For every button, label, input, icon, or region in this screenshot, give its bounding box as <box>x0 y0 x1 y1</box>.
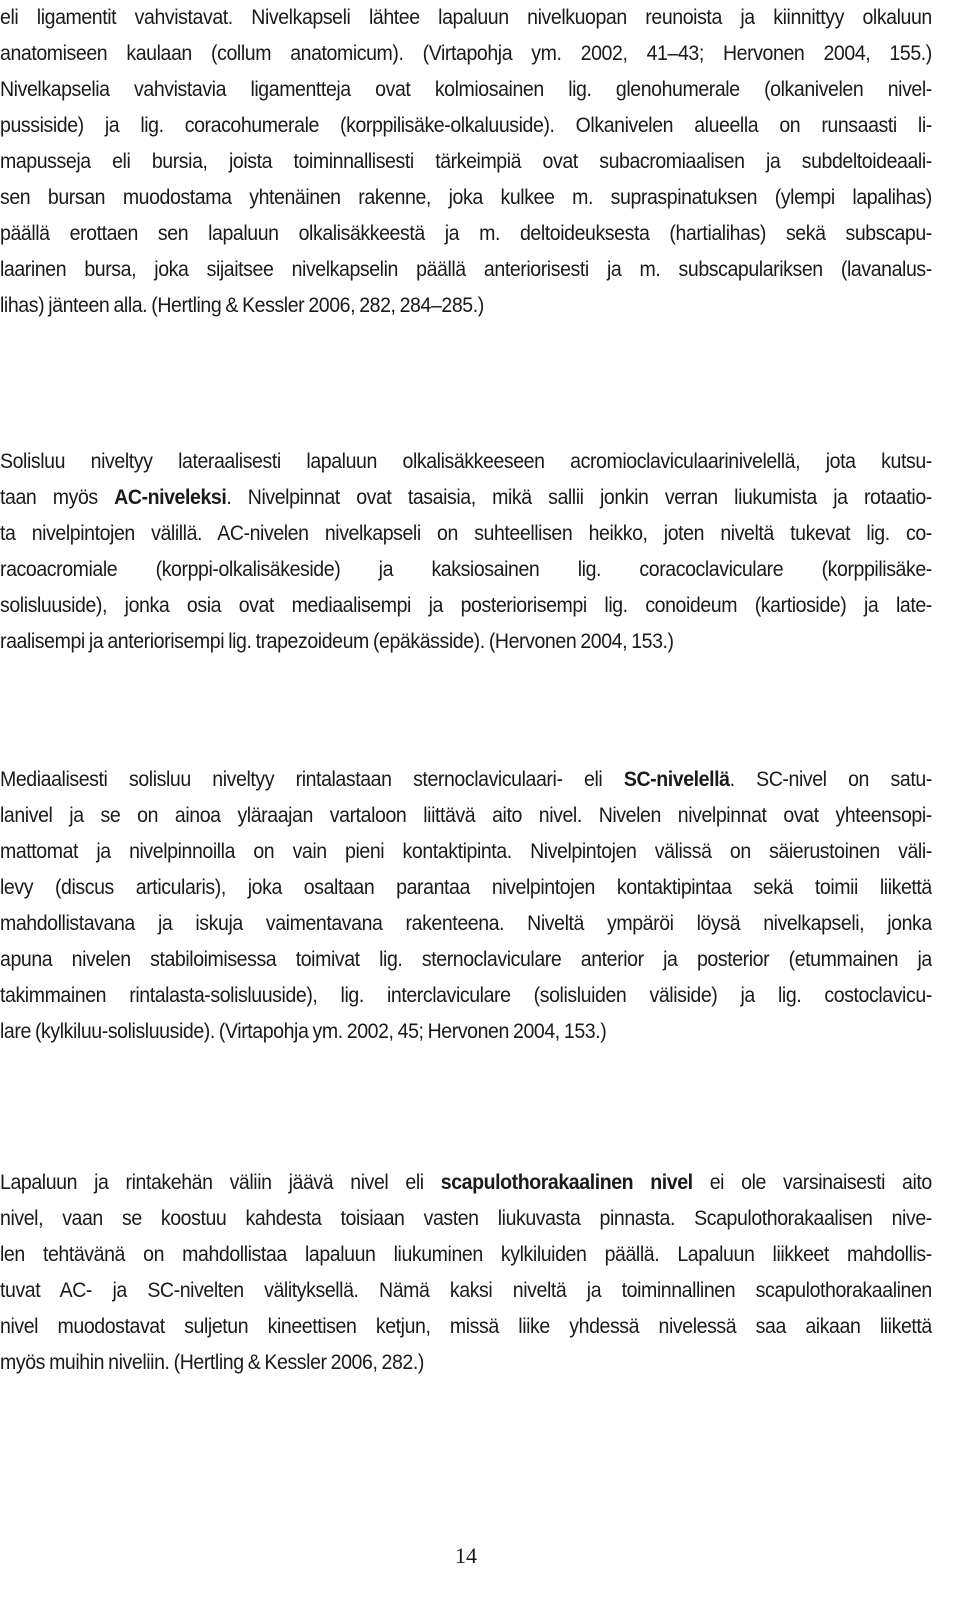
text-line <box>0 480 932 516</box>
text-run: len tehtävänä on mahdollistaa lapaluun liukuminen kylkiluiden päällä. Lapaluun liikkeet mahdollis- <box>0 1243 932 1266</box>
text-run: mattomat ja nivelpinnoilla on vain pieni kontaktipinta. Nivelpintojen välissä on säierustoinen väli- <box>0 840 932 863</box>
paragraph-sc-joint <box>0 762 932 1050</box>
text-line <box>0 870 932 906</box>
text-line <box>0 216 932 252</box>
text-line <box>0 72 932 108</box>
text-run: sen bursan muodostama yhtenäinen rakenne, joka kulkee m. supraspinatuksen (ylempi lapalihas) <box>0 186 932 209</box>
text-line <box>0 588 932 624</box>
paragraph-ac-joint <box>0 444 932 660</box>
text-run: taan myös <box>0 486 115 509</box>
text-line <box>0 1345 932 1381</box>
text-line <box>0 516 932 552</box>
bold-term: AC-niveleksi <box>114 486 227 509</box>
text-run: levy (discus articularis), joka osaltaan parantaa nivelpintojen kontaktipintaa sekä toimii liikettä <box>0 876 932 899</box>
text-run: Nivelkapselia vahvistavia ligamentteja ovat kolmiosainen lig. glenohumerale (olkanivelen nivel- <box>0 78 932 101</box>
text-line <box>0 942 932 978</box>
text-line <box>0 1273 932 1309</box>
paragraph-scapulothoracic-joint <box>0 1165 932 1381</box>
text-line <box>0 1014 932 1050</box>
text-run: apuna nivelen stabiloimisessa toimivat lig. sternoclaviculare anterior ja posterior (etummainen ja <box>0 948 932 971</box>
text-line <box>0 762 932 798</box>
bold-term: scapulothorakaalinen nivel <box>440 1171 693 1194</box>
text-run: nivel, vaan se koostuu kahdesta toisiaan vasten liukuvasta pinnasta. Scapulothorakaalisen nive- <box>0 1207 932 1230</box>
text-run: . Nivelpinnat ovat tasaisia, mikä sallii jonkin verran liukumista ja rotaatio- <box>226 486 932 509</box>
text-line <box>0 108 932 144</box>
text-run: Solisluu niveltyy lateraalisesti lapaluun olkalisäkkeeseen acromioclaviculaarinivelellä, jota kutsu- <box>0 450 932 473</box>
text-run: tuvat AC- ja SC-nivelten välityksellä. Nämä kaksi niveltä ja toiminnallinen scapulothorakaalinen <box>0 1279 932 1302</box>
text-line <box>0 624 932 660</box>
text-run: solisluuside), jonka osia ovat mediaalisempi ja posteriorisempi lig. conoideum (kartioside) ja late- <box>0 594 932 617</box>
bold-term: SC-nivelellä <box>623 768 730 791</box>
text-run: lanivel ja se on ainoa yläraajan vartaloon liittävä aito nivel. Nivelen nivelpinnat ovat yhteensopi- <box>0 804 932 827</box>
text-run: Lapaluun ja rintakehän väliin jäävä nivel eli <box>0 1171 441 1194</box>
text-line <box>0 1309 932 1345</box>
text-line <box>0 798 932 834</box>
paragraph-shoulder-joint-capsule <box>0 0 932 324</box>
text-run: myös muihin niveliin. (Hertling & Kessler 2006, 282.) <box>0 1351 424 1374</box>
text-run: . SC-nivel on satu- <box>729 768 932 791</box>
text-line <box>0 1201 932 1237</box>
text-run: eli ligamentit vahvistavat. Nivelkapseli lähtee lapaluun nivelkuopan reunoista ja kiinnittyy olkaluun <box>0 6 932 29</box>
text-line <box>0 978 932 1014</box>
text-line <box>0 444 932 480</box>
text-line <box>0 552 932 588</box>
text-line <box>0 1165 932 1201</box>
text-line <box>0 0 932 36</box>
text-run: mapusseja eli bursia, joista toiminnallisesti tärkeimpiä ovat subacromiaalisen ja subdeltoideaali- <box>0 150 932 173</box>
text-line <box>0 1237 932 1273</box>
text-run: ei ole varsinaisesti aito <box>692 1171 932 1194</box>
text-run: laarinen bursa, joka sijaitsee nivelkapselin päällä anteriorisesti ja m. subscapulariksen (lavanalus- <box>0 258 932 281</box>
text-run: lare (kylkiluu-solisluuside). (Virtapohja ym. 2002, 45; Hervonen 2004, 153.) <box>0 1020 607 1043</box>
page-number: 14 <box>455 1543 477 1568</box>
text-run: päällä erottaen sen lapaluun olkalisäkkeestä ja m. deltoideuksesta (hartialihas) sekä subscapu- <box>0 222 932 245</box>
text-run: anatomiseen kaulaan (collum anatomicum). (Virtapohja ym. 2002, 41–43; Hervonen 2004, 155.) <box>0 42 932 65</box>
text-line <box>0 288 932 324</box>
text-line <box>0 906 932 942</box>
text-line <box>0 834 932 870</box>
text-line <box>0 252 932 288</box>
text-line <box>0 36 932 72</box>
text-run: takimmainen rintalasta-solisluuside), lig. interclaviculare (solisluiden väliside) ja lig. costoclavicu- <box>0 984 932 1007</box>
text-run: pussiside) ja lig. coracohumerale (korppilisäke-olkaluuside). Olkanivelen alueella on runsaasti li- <box>0 114 932 137</box>
text-run: Mediaalisesti solisluu niveltyy rintalastaan sternoclaviculaari- eli <box>0 768 624 791</box>
text-run: raalisempi ja anteriorisempi lig. trapezoideum (epäkässide). (Hervonen 2004, 153.) <box>0 630 674 653</box>
text-run: racoacromiale (korppi-olkalisäkeside) ja kaksiosainen lig. coracoclaviculare (korppilisäke- <box>0 558 932 581</box>
text-run: lihas) jänteen alla. (Hertling & Kessler 2006, 282, 284–285.) <box>0 294 484 317</box>
text-run: nivel muodostavat suljetun kineettisen ketjun, missä liike yhdessä nivelessä saa aikaan liikettä <box>0 1315 932 1338</box>
text-run: mahdollistavana ja iskuja vaimentavana rakenteena. Niveltä ympäröi löysä nivelkapseli, jonka <box>0 912 932 935</box>
text-line <box>0 180 932 216</box>
text-line <box>0 144 932 180</box>
text-run: ta nivelpintojen välillä. AC-nivelen nivelkapseli on suhteellisen heikko, joten niveltä tukevat lig. co- <box>0 522 932 545</box>
